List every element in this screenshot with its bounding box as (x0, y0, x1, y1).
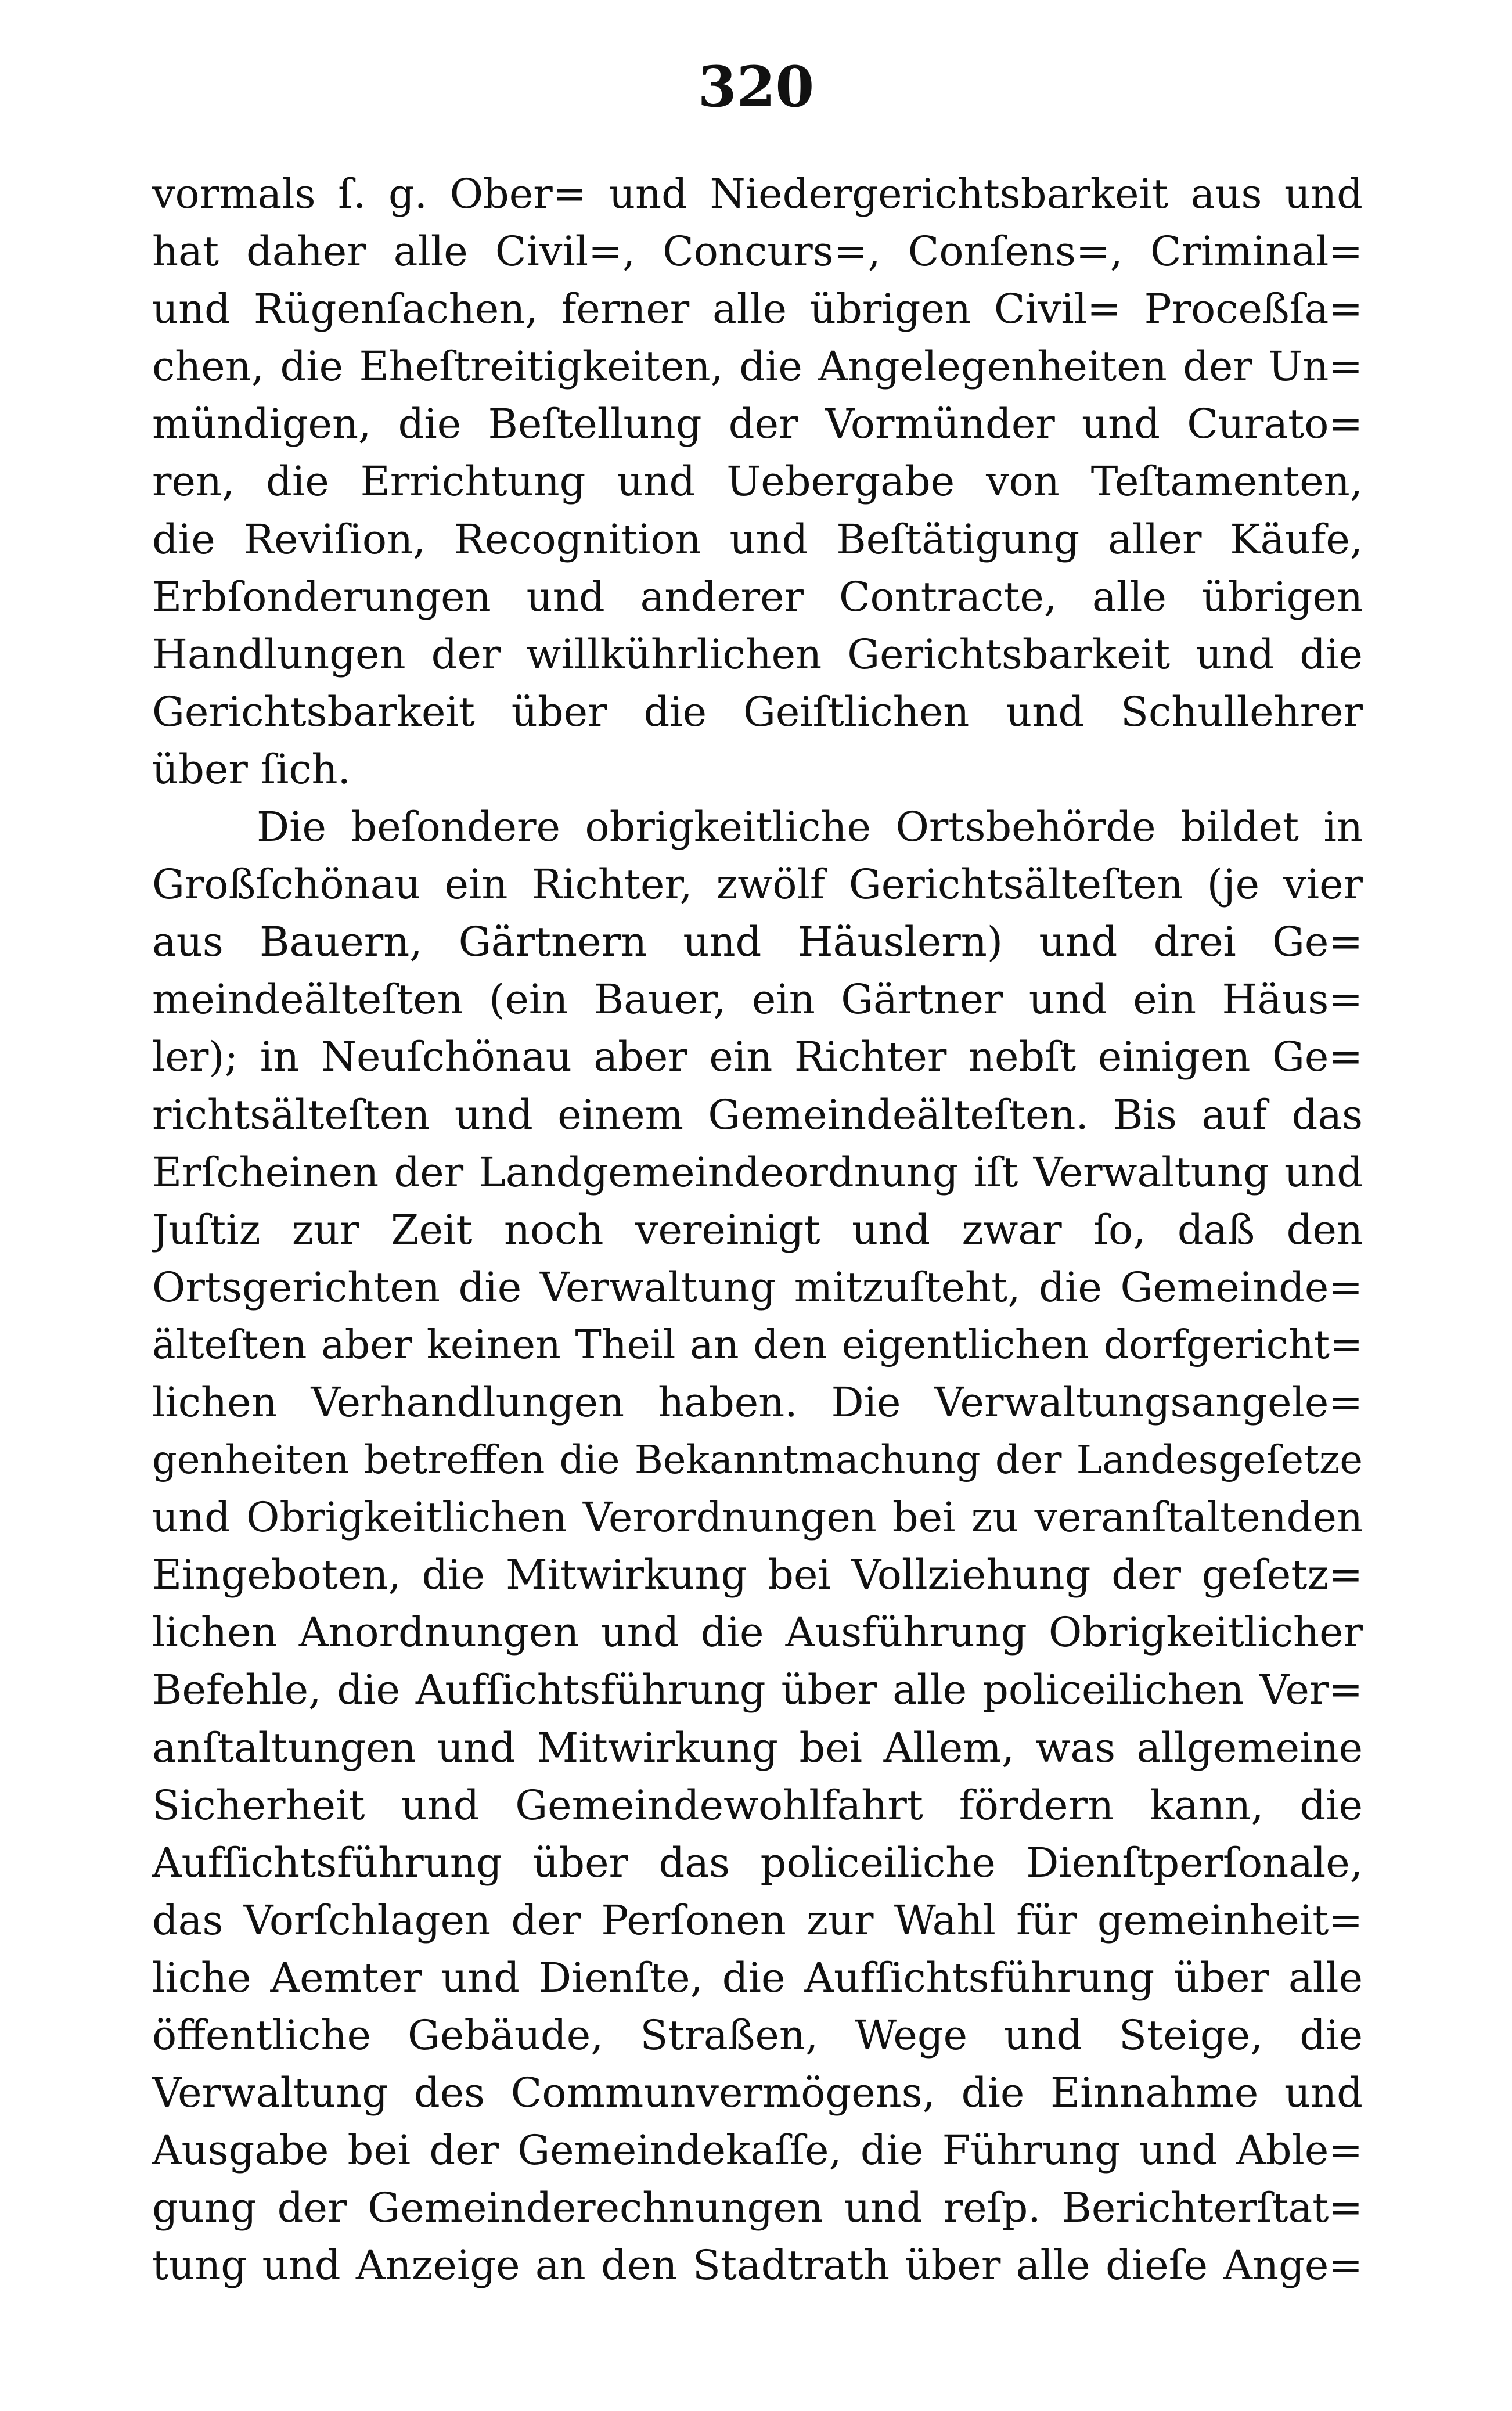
text-line: lichen Verhandlungen haben. Die Verwaltungsangele= (152, 1378, 1363, 1426)
text-line: und Obrigkeitlichen Verordnungen bei zu veranſtaltenden (152, 1494, 1363, 1542)
text-line: liche Aemter und Dienſte, die Aufſichtsführung über alle (152, 1953, 1363, 2002)
page-number: 320 (697, 54, 815, 120)
text-line: Gerichtsbarkeit über die Geiſtlichen und Schullehrer (152, 688, 1363, 736)
text-line: Juſtiz zur Zeit noch vereinigt und zwar ſo, daß den (152, 1206, 1363, 1254)
text-line: Ausgabe bei der Gemeindekaſſe, die Führung und Able= (152, 2126, 1363, 2175)
text-line: Sicherheit und Gemeindewohlfahrt fördern kann, die (152, 1781, 1363, 1829)
text-line: älteſten aber keinen Theil an den eigentlichen dorfgericht= (152, 1322, 1363, 1368)
text-line: chen, die Eheſtreitigkeiten, die Angelegenheiten der Un= (152, 343, 1363, 391)
text-line: Erbſonderungen und anderer Contracte, alle übrigen (152, 573, 1363, 621)
text-line: Verwaltung des Communvermögens, die Einnahme und (152, 2069, 1363, 2117)
paragraph-start-line: Die beſondere obrigkeitliche Ortsbehörde bildet in (257, 803, 1363, 851)
text-line: ren, die Errichtung und Uebergabe von Teſtamenten, (152, 458, 1363, 506)
text-line: richtsälteſten und einem Gemeindeälteſten. Bis auf das (152, 1091, 1363, 1139)
text-line: Aufſichtsführung über das policeiliche Dienſtperſonale, (152, 1838, 1363, 1887)
body-text (152, 165, 1363, 2294)
text-line: aus Bauern, Gärtnern und Häuslern) und drei Ge= (152, 918, 1363, 966)
text-line: und Rügenſachen, ferner alle übrigen Civil= Proceßſa= (152, 285, 1363, 333)
text-line: mündigen, die Beſtellung der Vormünder und Curato= (152, 400, 1363, 448)
text-line: genheiten betreffen die Bekanntmachung der Landesgeſetze (152, 1437, 1363, 1483)
text-line: Ortsgerichten die Verwaltung mitzuſteht, die Gemeinde= (152, 1263, 1363, 1311)
text-line: lichen Anordnungen und die Ausführung Obrigkeitlicher (152, 1608, 1363, 1657)
text-line: Erſcheinen der Landgemeindeordnung iſt Verwaltung und (152, 1148, 1363, 1196)
text-line: anſtaltungen und Mitwirkung bei Allem, was allgemeine (152, 1723, 1363, 1772)
text-line: die Reviſion, Recognition und Beſtätigung aller Käufe, (152, 515, 1363, 563)
text-line: hat daher alle Civil=, Concurs=, Conſens=, Criminal= (152, 228, 1363, 276)
paragraph-end-line: über ſich. (152, 745, 351, 793)
text-line: Befehle, die Aufſichtsführung über alle policeilichen Ver= (152, 1666, 1363, 1714)
text-line: meindeälteſten (ein Bauer, ein Gärtner und ein Häus= (152, 976, 1363, 1024)
text-line: vormals ſ. g. Ober= und Niedergerichtsbarkeit aus und (152, 170, 1363, 218)
text-line: Handlungen der willkührlichen Gerichtsbarkeit und die (152, 630, 1363, 678)
text-line: Großſchönau ein Richter, zwölf Gerichtsälteſten (je vier (152, 861, 1363, 909)
text-line: öffentliche Gebäude, Straßen, Wege und Steige, die (152, 2011, 1363, 2059)
text-line: tung und Anzeige an den Stadtrath über alle dieſe Ange= (152, 2241, 1363, 2290)
text-line: gung der Gemeinderechnungen und reſp. Berichterſtat= (152, 2184, 1363, 2232)
text-line: Eingeboten, die Mitwirkung bei Vollziehung der geſetz= (152, 1551, 1363, 1599)
text-line: ler); in Neuſchönau aber ein Richter nebſt einigen Ge= (152, 1033, 1363, 1081)
text-line: das Vorſchlagen der Perſonen zur Wahl für gemeinheit= (152, 1896, 1363, 1944)
